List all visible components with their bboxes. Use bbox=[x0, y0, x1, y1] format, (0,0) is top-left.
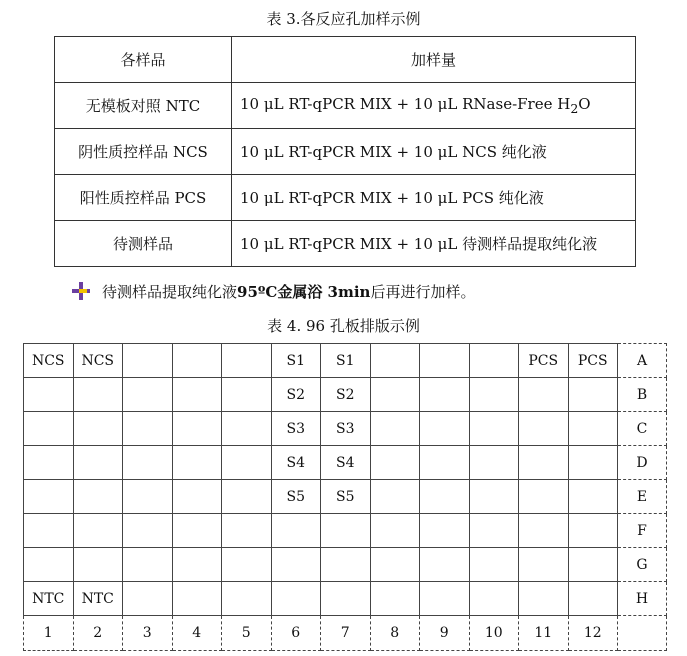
well-cell bbox=[123, 548, 173, 582]
sample-cell: 阳性质控样品 PCS bbox=[55, 175, 232, 221]
sample-cell: 无模板对照 NTC bbox=[55, 83, 232, 129]
row-label: H bbox=[618, 582, 667, 616]
well-cell bbox=[469, 582, 519, 616]
well-cell bbox=[469, 412, 519, 446]
well-cell: PCS bbox=[568, 344, 618, 378]
well-cell: S5 bbox=[271, 480, 321, 514]
well-cell bbox=[568, 514, 618, 548]
well-cell bbox=[370, 548, 420, 582]
well-cell bbox=[321, 548, 371, 582]
column-label: 8 bbox=[370, 616, 420, 651]
well-cell bbox=[73, 378, 123, 412]
bullet-icon bbox=[72, 282, 90, 300]
well-cell: S3 bbox=[271, 412, 321, 446]
plate-row bbox=[24, 344, 667, 378]
well-cell bbox=[123, 446, 173, 480]
note-text: 待测样品提取纯化液 bbox=[102, 282, 238, 301]
well-cell bbox=[469, 548, 519, 582]
well-cell bbox=[73, 412, 123, 446]
table-row bbox=[55, 129, 636, 175]
plate-row bbox=[24, 548, 667, 582]
well-cell: S5 bbox=[321, 480, 371, 514]
well-cell bbox=[222, 344, 272, 378]
sample-cell: 阴性质控样品 NCS bbox=[55, 129, 232, 175]
well-cell bbox=[123, 378, 173, 412]
well-cell bbox=[172, 412, 222, 446]
plate-row bbox=[24, 514, 667, 548]
well-cell bbox=[568, 480, 618, 514]
well-cell bbox=[370, 480, 420, 514]
well-cell bbox=[469, 514, 519, 548]
well-cell bbox=[172, 582, 222, 616]
well-cell bbox=[222, 514, 272, 548]
plate-row bbox=[24, 412, 667, 446]
well-cell bbox=[568, 446, 618, 480]
well-cell bbox=[420, 514, 470, 548]
well-cell bbox=[73, 446, 123, 480]
well-cell: S2 bbox=[321, 378, 371, 412]
sample-cell: 待测样品 bbox=[55, 221, 232, 267]
well-cell bbox=[420, 412, 470, 446]
well-cell bbox=[469, 480, 519, 514]
plate-row bbox=[24, 480, 667, 514]
well-cell bbox=[172, 548, 222, 582]
well-cell bbox=[420, 446, 470, 480]
table-row bbox=[55, 221, 636, 267]
plate-row bbox=[24, 446, 667, 480]
well-cell bbox=[519, 480, 569, 514]
table4-caption: 表 4. 96 孔板排版示例 bbox=[267, 317, 420, 335]
well-cell bbox=[519, 582, 569, 616]
well-cell: S3 bbox=[321, 412, 371, 446]
header-amount: 加样量 bbox=[232, 37, 636, 83]
well-cell bbox=[519, 446, 569, 480]
column-label: 11 bbox=[519, 616, 569, 651]
well-cell bbox=[370, 412, 420, 446]
column-label: 9 bbox=[420, 616, 470, 651]
amount-cell: 10 μL RT-qPCR MIX + 10 μL PCS 纯化液 bbox=[232, 175, 636, 221]
plate-row bbox=[24, 378, 667, 412]
amount-subscript: 2 bbox=[570, 101, 579, 116]
column-label: 2 bbox=[73, 616, 123, 651]
well-cell: S4 bbox=[321, 446, 371, 480]
table-header-row bbox=[55, 37, 636, 83]
corner-cell bbox=[618, 616, 667, 651]
well-cell bbox=[73, 548, 123, 582]
well-cell bbox=[370, 446, 420, 480]
well-cell: S1 bbox=[321, 344, 371, 378]
column-label: 3 bbox=[123, 616, 173, 651]
well-cell bbox=[271, 548, 321, 582]
note-text-end: 后再进行加样。 bbox=[370, 282, 476, 301]
well-cell bbox=[123, 412, 173, 446]
row-label: E bbox=[618, 480, 667, 514]
well-cell bbox=[123, 582, 173, 616]
well-cell bbox=[519, 548, 569, 582]
well-cell bbox=[73, 480, 123, 514]
well-cell bbox=[222, 582, 272, 616]
well-cell bbox=[271, 514, 321, 548]
table3-caption: 表 3.各反应孔加样示例 bbox=[266, 10, 421, 28]
well-cell bbox=[172, 378, 222, 412]
column-label: 10 bbox=[469, 616, 519, 651]
column-label: 12 bbox=[568, 616, 618, 651]
well-cell bbox=[24, 548, 74, 582]
well-cell bbox=[24, 378, 74, 412]
well-cell bbox=[172, 446, 222, 480]
well-cell bbox=[222, 412, 272, 446]
plate-layout-table bbox=[23, 343, 667, 651]
well-cell bbox=[420, 548, 470, 582]
well-cell: S1 bbox=[271, 344, 321, 378]
well-cell bbox=[420, 344, 470, 378]
row-label: C bbox=[618, 412, 667, 446]
well-cell bbox=[568, 378, 618, 412]
well-cell bbox=[172, 514, 222, 548]
well-cell bbox=[519, 378, 569, 412]
well-cell bbox=[420, 582, 470, 616]
well-cell bbox=[420, 378, 470, 412]
heating-note bbox=[72, 280, 475, 302]
well-cell bbox=[568, 548, 618, 582]
well-cell: NCS bbox=[73, 344, 123, 378]
well-cell: PCS bbox=[519, 344, 569, 378]
well-cell bbox=[370, 514, 420, 548]
amount-cell: 10 μL RT-qPCR MIX + 10 μL 待测样品提取纯化液 bbox=[232, 221, 636, 267]
well-cell bbox=[123, 480, 173, 514]
well-cell bbox=[568, 412, 618, 446]
well-cell bbox=[222, 480, 272, 514]
table-row bbox=[55, 175, 636, 221]
row-label: B bbox=[618, 378, 667, 412]
well-cell bbox=[24, 514, 74, 548]
sample-loading-table bbox=[54, 36, 636, 267]
well-cell bbox=[370, 378, 420, 412]
column-label: 6 bbox=[271, 616, 321, 651]
well-cell bbox=[24, 446, 74, 480]
header-sample: 各样品 bbox=[55, 37, 232, 83]
well-cell bbox=[123, 344, 173, 378]
column-label: 7 bbox=[321, 616, 371, 651]
well-cell bbox=[370, 582, 420, 616]
well-cell bbox=[172, 480, 222, 514]
plate-row bbox=[24, 582, 667, 616]
well-cell bbox=[568, 582, 618, 616]
well-cell bbox=[519, 514, 569, 548]
well-cell: NTC bbox=[73, 582, 123, 616]
amount-cell bbox=[232, 83, 636, 129]
well-cell bbox=[222, 446, 272, 480]
well-cell bbox=[222, 378, 272, 412]
well-cell bbox=[469, 446, 519, 480]
row-label: D bbox=[618, 446, 667, 480]
row-label: F bbox=[618, 514, 667, 548]
amount-text: 10 μL RT-qPCR MIX + 10 μL RNase-Free H bbox=[240, 95, 571, 113]
well-cell: S2 bbox=[271, 378, 321, 412]
column-label: 1 bbox=[24, 616, 74, 651]
well-cell bbox=[370, 344, 420, 378]
table-row bbox=[55, 83, 636, 129]
well-cell: NTC bbox=[24, 582, 74, 616]
well-cell bbox=[123, 514, 173, 548]
well-cell bbox=[271, 582, 321, 616]
column-label: 4 bbox=[172, 616, 222, 651]
well-cell bbox=[321, 582, 371, 616]
well-cell bbox=[73, 514, 123, 548]
amount-text-end: O bbox=[578, 95, 591, 113]
well-cell bbox=[469, 378, 519, 412]
column-label-row bbox=[24, 616, 667, 651]
well-cell: S4 bbox=[271, 446, 321, 480]
well-cell bbox=[519, 412, 569, 446]
well-cell bbox=[321, 514, 371, 548]
amount-cell: 10 μL RT-qPCR MIX + 10 μL NCS 纯化液 bbox=[232, 129, 636, 175]
row-label: A bbox=[618, 344, 667, 378]
well-cell: NCS bbox=[24, 344, 74, 378]
well-cell bbox=[222, 548, 272, 582]
well-cell bbox=[172, 344, 222, 378]
well-cell bbox=[24, 480, 74, 514]
column-label: 5 bbox=[222, 616, 272, 651]
row-label: G bbox=[618, 548, 667, 582]
note-bold-text: 95ºC金属浴 3min bbox=[237, 282, 371, 301]
well-cell bbox=[420, 480, 470, 514]
well-cell bbox=[24, 412, 74, 446]
well-cell bbox=[469, 344, 519, 378]
